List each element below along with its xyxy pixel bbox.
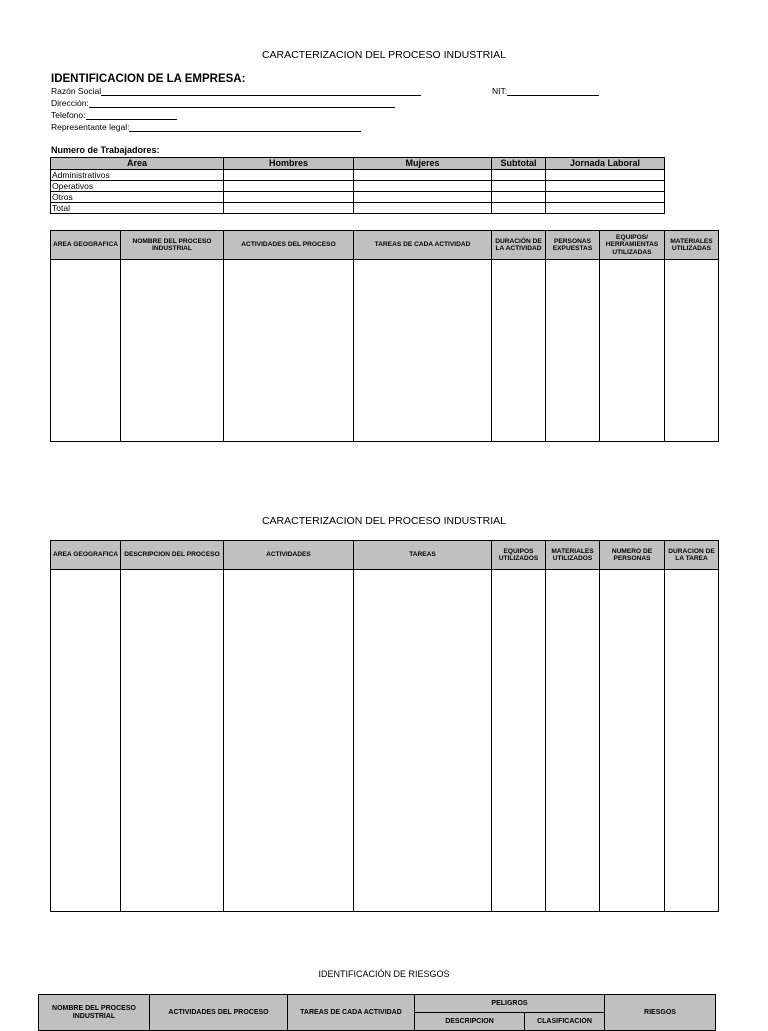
table-row — [51, 260, 719, 442]
second-title: CARACTERIZACION DEL PROCESO INDUSTRIAL — [261, 515, 507, 527]
nit-field[interactable] — [492, 86, 599, 96]
process-table-2-header — [51, 541, 719, 570]
workers-cell[interactable] — [492, 170, 546, 181]
col-actividades-del-proceso: ACTIVIDADES DEL PROCESO — [150, 995, 288, 1031]
workers-cell[interactable] — [492, 181, 546, 192]
nit-underline — [507, 86, 599, 96]
workers-row-label: Total — [51, 203, 224, 214]
col-materiales-utilizados: MATERIALES UTILIZADOS — [546, 541, 600, 570]
representante-label: Representante legal: — [51, 122, 130, 132]
table-cell[interactable] — [492, 570, 546, 912]
direccion-underline — [89, 98, 395, 108]
process-table-1 — [50, 230, 719, 442]
workers-col-hombres: Hombres — [224, 158, 354, 170]
col-riesgos: RIESGOS — [605, 995, 716, 1031]
workers-col-mujeres: Mujeres — [354, 158, 492, 170]
workers-row-label: Administrativos — [51, 170, 224, 181]
telefono-label: Telefono: — [51, 110, 86, 120]
workers-cell[interactable] — [546, 203, 665, 214]
razon-social-label: Razón Social — [51, 86, 102, 96]
workers-cell[interactable] — [546, 181, 665, 192]
workers-cell[interactable] — [354, 181, 492, 192]
table-cell[interactable] — [600, 570, 665, 912]
col-personas-expuestas: PERSONAS EXPUESTAS — [546, 231, 600, 260]
table-cell[interactable] — [224, 260, 354, 442]
company-section-heading: IDENTIFICACION DE LA EMPRESA: — [51, 73, 246, 85]
workers-cell[interactable] — [224, 192, 354, 203]
representante-field[interactable] — [51, 122, 361, 132]
table-cell[interactable] — [546, 260, 600, 442]
col-numero-personas: NUMERO DE PERSONAS — [600, 541, 665, 570]
telefono-field[interactable] — [51, 110, 177, 120]
workers-cell[interactable] — [492, 192, 546, 203]
table-cell[interactable] — [121, 570, 224, 912]
table-cell[interactable] — [51, 260, 121, 442]
workers-row-label: Operativos — [51, 181, 224, 192]
workers-cell[interactable] — [546, 192, 665, 203]
workers-row-label: Otros — [51, 192, 224, 203]
table-cell[interactable] — [51, 570, 121, 912]
col-duracion-tarea: DURACION DE LA TAREA — [665, 541, 719, 570]
col-descripcion-proceso: DESCRIPCION DEL PROCESO — [121, 541, 224, 570]
table-row — [51, 170, 665, 181]
table-cell[interactable] — [600, 260, 665, 442]
process-table-2 — [50, 540, 719, 912]
table-cell[interactable] — [121, 260, 224, 442]
table-cell[interactable] — [665, 260, 719, 442]
workers-cell[interactable] — [354, 192, 492, 203]
table-row — [51, 203, 665, 214]
table-cell[interactable] — [665, 570, 719, 912]
col-tareas: TAREAS — [354, 541, 492, 570]
direccion-label: Dirección: — [51, 98, 89, 108]
table-row — [51, 570, 719, 912]
workers-heading: Numero de Trabajadores: — [51, 145, 160, 155]
workers-header-row — [51, 158, 665, 170]
table-cell[interactable] — [546, 570, 600, 912]
col-nombre-proceso: NOMBRE DEL PROCESO INDUSTRIAL — [121, 231, 224, 260]
workers-cell[interactable] — [546, 170, 665, 181]
col-materiales-utilizadas: MATERIALES UTILIZADAS — [665, 231, 719, 260]
razon-social-underline — [101, 86, 421, 96]
col-equipos-utilizados: EQUIPOS UTILIZADOS — [492, 541, 546, 570]
workers-table — [50, 157, 665, 214]
col-area-geografica: AREA GEOGRAFICA — [51, 231, 121, 260]
table-cell[interactable] — [354, 570, 492, 912]
col-area-geografica: AREA GEOGRAFICA — [51, 541, 121, 570]
representante-underline — [129, 122, 361, 132]
workers-cell[interactable] — [224, 170, 354, 181]
risks-title: IDENTIFICACIÓN DE RIESGOS — [318, 969, 450, 979]
document-title: CARACTERIZACION DEL PROCESO INDUSTRIAL — [261, 49, 507, 61]
table-cell[interactable] — [224, 570, 354, 912]
col-equipos-herramientas: EQUIPOS/ HERRAMIENTAS UTILIZADAS — [600, 231, 665, 260]
risk-table — [38, 994, 716, 1031]
telefono-underline — [86, 110, 177, 120]
col-actividades-proceso: ACTIVIDADES DEL PROCESO — [224, 231, 354, 260]
workers-col-jornada: Jornada Laboral — [546, 158, 665, 170]
risk-header-row — [39, 995, 716, 1013]
col-tareas-actividad: TAREAS DE CADA ACTIVIDAD — [354, 231, 492, 260]
workers-col-subtotal: Subtotal — [492, 158, 546, 170]
col-tareas-de-cada-actividad: TAREAS DE CADA ACTIVIDAD — [288, 995, 415, 1031]
table-cell[interactable] — [354, 260, 492, 442]
table-row — [51, 192, 665, 203]
col-descripcion: DESCRIPCION — [415, 1013, 525, 1031]
col-actividades: ACTIVIDADES — [224, 541, 354, 570]
workers-cell[interactable] — [224, 181, 354, 192]
col-clasificacion: CLASIFICACION — [525, 1013, 605, 1031]
col-nombre-proceso-industrial: NOMBRE DEL PROCESO INDUSTRIAL — [39, 995, 150, 1031]
table-row — [51, 181, 665, 192]
workers-cell[interactable] — [492, 203, 546, 214]
workers-col-area: Area — [51, 158, 224, 170]
table-cell[interactable] — [492, 260, 546, 442]
nit-label: NIT: — [492, 86, 508, 96]
col-peligros: PELIGROS — [415, 995, 605, 1013]
workers-cell[interactable] — [354, 203, 492, 214]
razon-social-field[interactable] — [51, 86, 431, 96]
direccion-field[interactable] — [51, 98, 395, 108]
col-duracion-actividad: DURACIÓN DE LA ACTIVIDAD — [492, 231, 546, 260]
workers-cell[interactable] — [224, 203, 354, 214]
workers-cell[interactable] — [354, 170, 492, 181]
process-table-1-header — [51, 231, 719, 260]
